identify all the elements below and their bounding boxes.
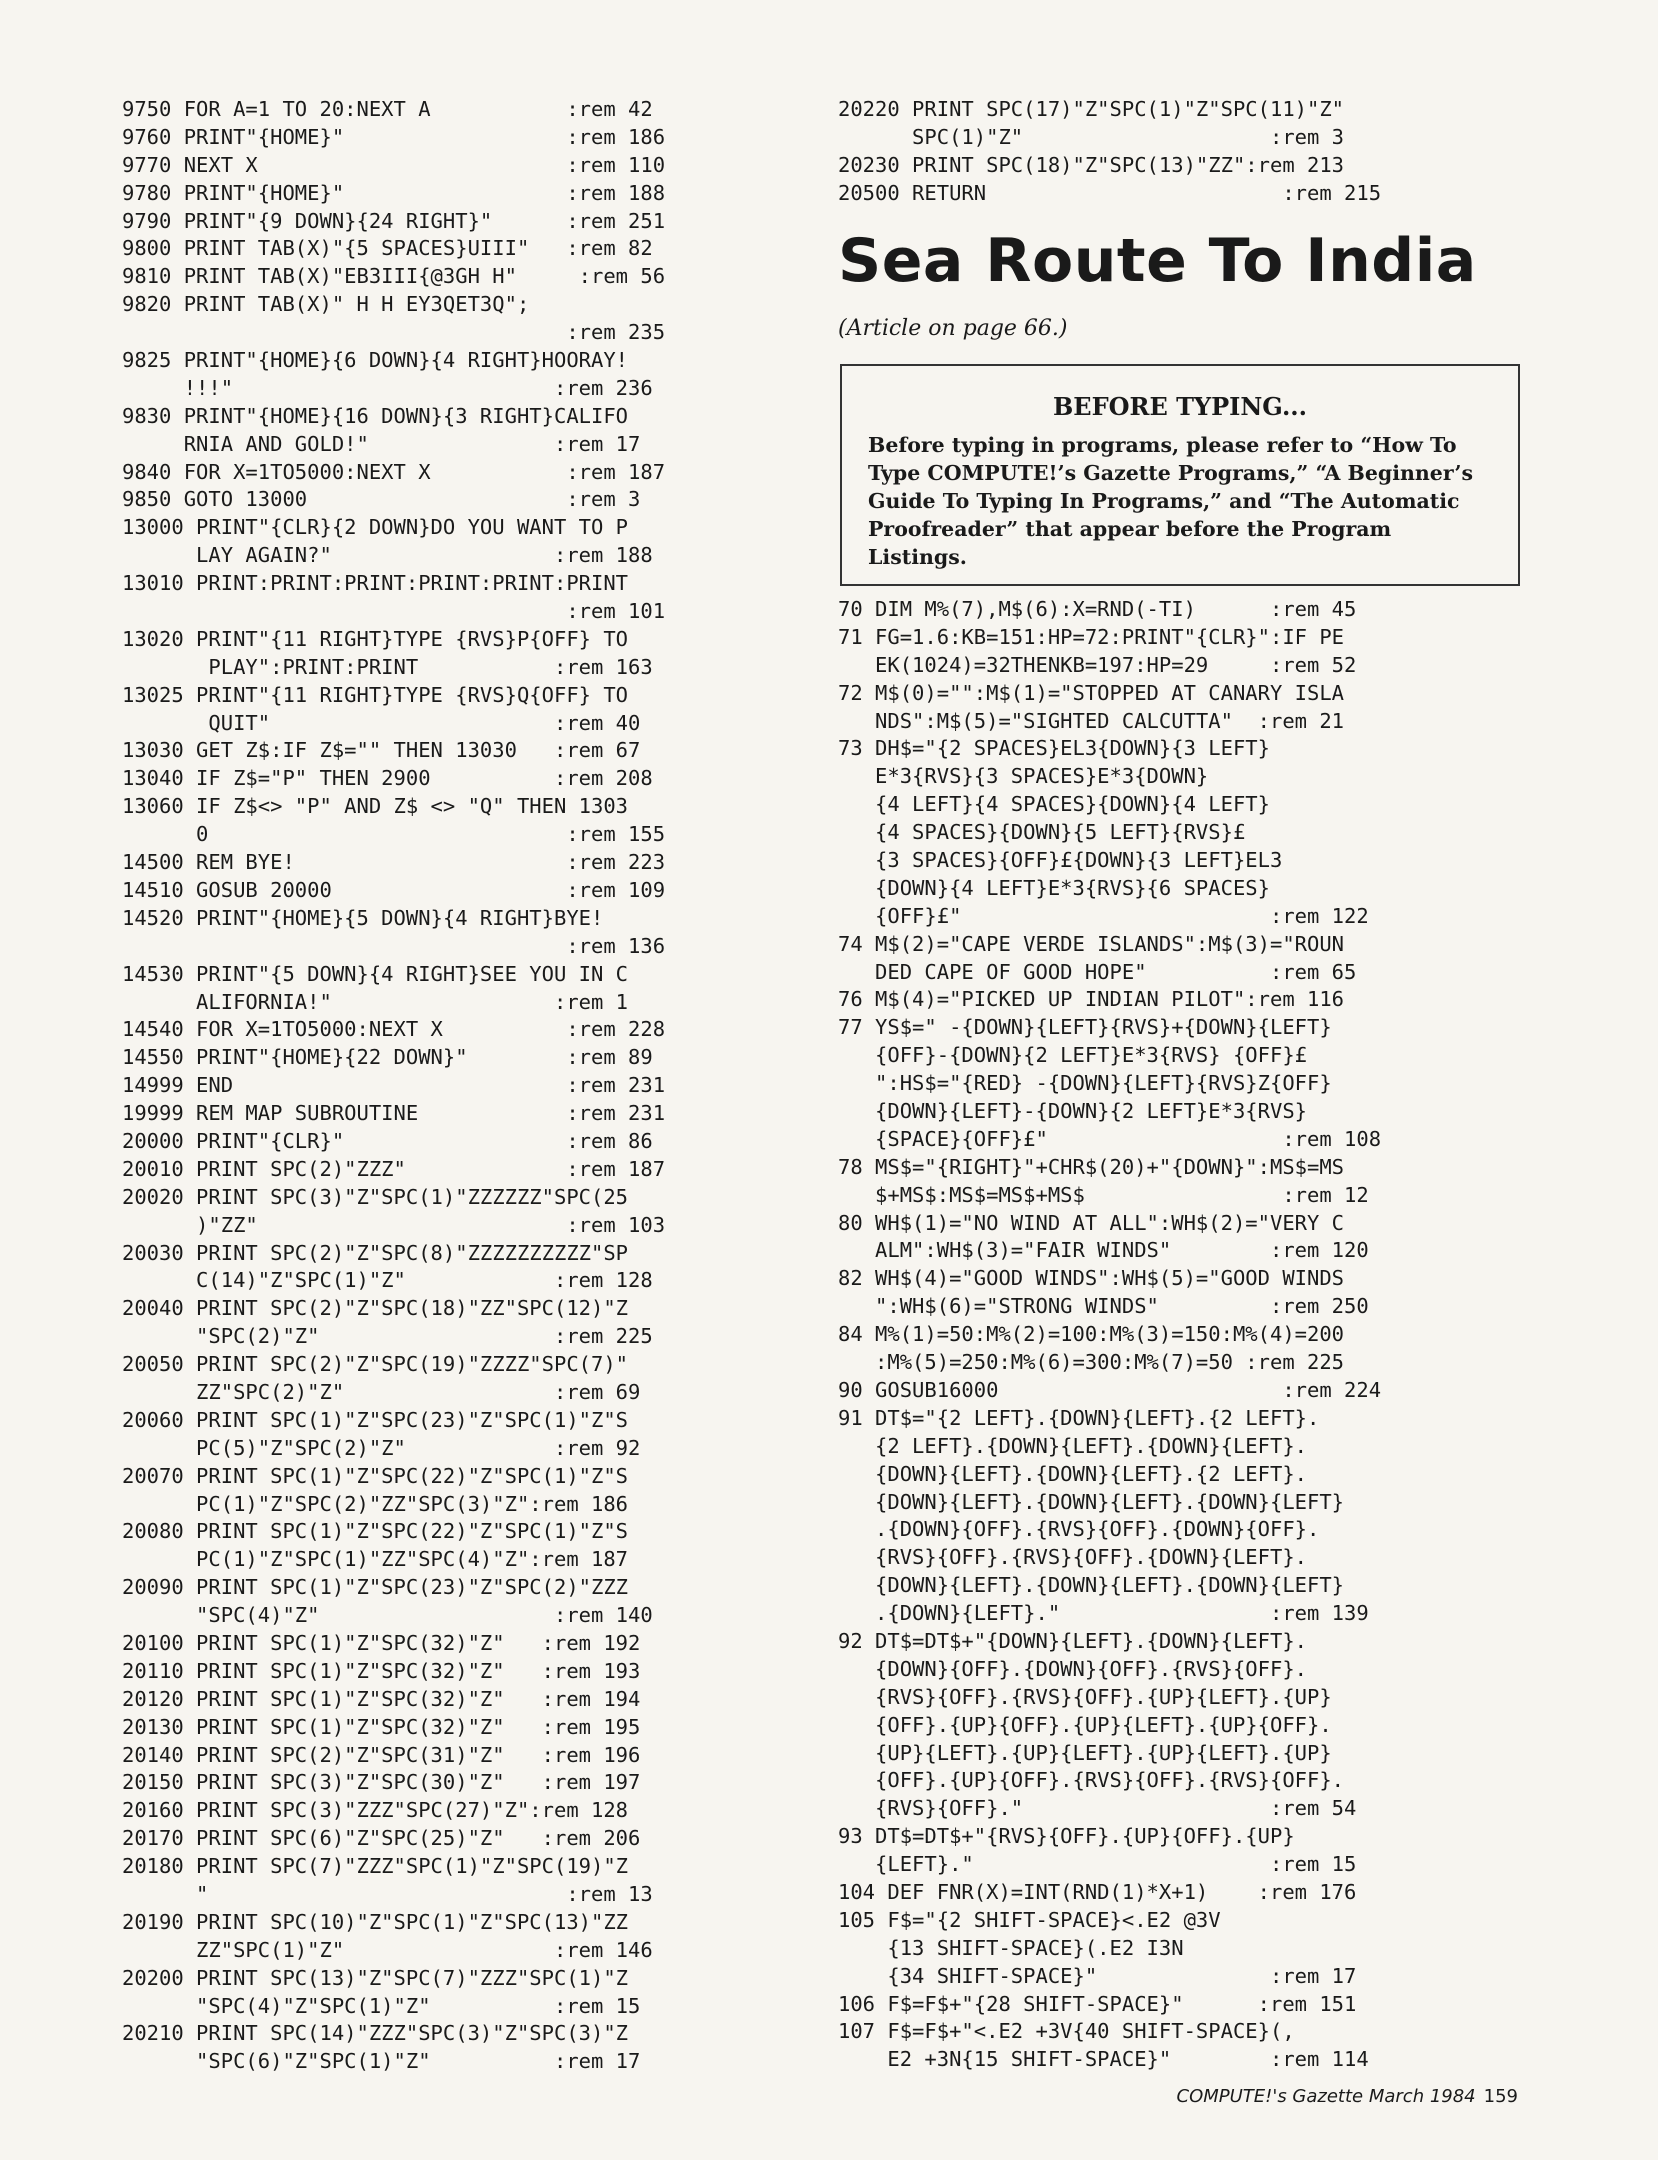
code-line: "SPC(4)"Z" :rem 140	[122, 1603, 653, 1628]
left-code-column	[122, 96, 812, 2076]
code-line: NDS":M$(5)="SIGHTED CALCUTTA" :rem 21	[838, 708, 1345, 733]
code-line: 20030 PRINT SPC(2)"Z"SPC(8)"ZZZZZZZZZZ"SP	[122, 1240, 629, 1265]
code-line: 14530 PRINT"{5 DOWN}{4 RIGHT}SEE YOU IN C	[122, 961, 629, 986]
code-line: 92 DT$=DT$+"{DOWN}{LEFT}.{DOWN}{LEFT}.	[838, 1628, 1307, 1653]
code-line: :M%(5)=250:M%(6)=300:M%(7)=50 :rem 225	[838, 1350, 1345, 1375]
code-line: 20010 PRINT SPC(2)"ZZZ" :rem 187	[122, 1156, 666, 1181]
code-line: 14999 END :rem 231	[122, 1073, 666, 1098]
code-line: " :rem 13	[122, 1882, 653, 1906]
code-line: 20040 PRINT SPC(2)"Z"SPC(18)"ZZ"SPC(12)"Z	[122, 1296, 629, 1321]
code-line: 20180 PRINT SPC(7)"ZZZ"SPC(1)"Z"SPC(19)"Z	[122, 1854, 629, 1879]
code-line: 20170 PRINT SPC(6)"Z"SPC(25)"Z" :rem 206	[122, 1826, 641, 1851]
code-line: 20100 PRINT SPC(1)"Z"SPC(32)"Z" :rem 192	[122, 1630, 641, 1655]
code-line: EK(1024)=32THENKB=197:HP=29 :rem 52	[838, 652, 1357, 677]
code-line: 105 F$="{2 SHIFT-SPACE}<.E2 @3V	[838, 1907, 1221, 1932]
code-line: PC(5)"Z"SPC(2)"Z" :rem 92	[122, 1435, 641, 1460]
code-line: {DOWN}{4 LEFT}E*3{RVS}{6 SPACES}	[838, 875, 1270, 900]
code-line: {DOWN}{LEFT}-{DOWN}{2 LEFT}E*3{RVS}	[838, 1099, 1307, 1124]
code-line: 20120 PRINT SPC(1)"Z"SPC(32)"Z" :rem 194	[122, 1686, 641, 1711]
code-line: 84 M%(1)=50:M%(2)=100:M%(3)=150:M%(4)=200	[838, 1322, 1345, 1347]
code-line: 91 DT$="{2 LEFT}.{DOWN}{LEFT}.{2 LEFT}.	[838, 1405, 1320, 1430]
code-line: PC(1)"Z"SPC(1)"ZZ"SPC(4)"Z":rem 187	[122, 1547, 629, 1572]
code-line: )"ZZ" :rem 103	[122, 1212, 666, 1237]
code-line: 72 M$(0)="":M$(1)="STOPPED AT CANARY ISLA	[838, 680, 1345, 705]
code-line: 20220 PRINT SPC(17)"Z"SPC(1)"Z"SPC(11)"Z"	[838, 97, 1345, 121]
code-line: 20150 PRINT SPC(3)"Z"SPC(30)"Z" :rem 197	[122, 1770, 641, 1795]
code-line: ":HS$="{RED} -{DOWN}{LEFT}{RVS}Z{OFF}	[838, 1071, 1332, 1096]
code-line: 73 DH$="{2 SPACES}EL3{DOWN}{3 LEFT}	[838, 736, 1270, 761]
code-line: 13010 PRINT:PRINT:PRINT:PRINT:PRINT:PRINT	[122, 571, 629, 596]
code-line: 20090 PRINT SPC(1)"Z"SPC(23)"Z"SPC(2)"ZZZ	[122, 1575, 629, 1600]
code-line: 107 F$=F$+"<.E2 +3V{40 SHIFT-SPACE}(,	[838, 2019, 1295, 2044]
code-line: {2 LEFT}.{DOWN}{LEFT}.{DOWN}{LEFT}.	[838, 1433, 1307, 1458]
code-line: 20210 PRINT SPC(14)"ZZZ"SPC(3)"Z"SPC(3)"Z	[122, 2021, 629, 2046]
code-line: "SPC(4)"Z"SPC(1)"Z" :rem 15	[122, 1993, 641, 2018]
code-line: :rem 136	[122, 933, 666, 958]
code-line: {RVS}{OFF}." :rem 54	[838, 1796, 1357, 1821]
code-line: .{DOWN}{OFF}.{RVS}{OFF}.{DOWN}{OFF}.	[838, 1517, 1320, 1542]
article-reference: (Article on page 66.)	[838, 316, 1068, 341]
code-line: 14500 REM BYE! :rem 223	[122, 850, 666, 875]
code-line: QUIT" :rem 40	[122, 710, 641, 735]
code-line: {OFF}.{UP}{OFF}.{RVS}{OFF}.{RVS}{OFF}.	[838, 1768, 1345, 1793]
code-line: 82 WH$(4)="GOOD WINDS":WH$(5)="GOOD WINDS	[838, 1266, 1345, 1291]
code-line: E2 +3N{15 SHIFT-SPACE}" :rem 114	[838, 2047, 1369, 2072]
code-line: 71 FG=1.6:KB=151:HP=72:PRINT"{CLR}":IF PE	[838, 624, 1345, 649]
code-line: 20230 PRINT SPC(18)"Z"SPC(13)"ZZ":rem 213	[838, 152, 1345, 177]
code-line: 74 M$(2)="CAPE VERDE ISLANDS":M$(3)="ROUN	[838, 931, 1345, 956]
before-typing-box	[840, 364, 1520, 586]
page-number: 159	[1483, 2086, 1518, 2107]
code-line: 20500 RETURN :rem 215	[838, 180, 1382, 205]
code-line: !!!" :rem 236	[122, 375, 653, 400]
code-line: 76 M$(4)="PICKED UP INDIAN PILOT":rem 116	[838, 987, 1345, 1012]
code-line: "SPC(6)"Z"SPC(1)"Z" :rem 17	[122, 2049, 641, 2074]
code-line: {DOWN}{LEFT}.{DOWN}{LEFT}.{2 LEFT}.	[838, 1461, 1307, 1486]
code-line: ":WH$(6)="STRONG WINDS" :rem 250	[838, 1294, 1369, 1319]
code-line: 9820 PRINT TAB(X)" H H EY3QET3Q";	[122, 292, 530, 317]
article-title: Sea Route To India	[838, 226, 1477, 296]
code-line: {DOWN}{OFF}.{DOWN}{OFF}.{RVS}{OFF}.	[838, 1656, 1307, 1681]
code-line: C(14)"Z"SPC(1)"Z" :rem 128	[122, 1268, 653, 1293]
code-line: 20110 PRINT SPC(1)"Z"SPC(32)"Z" :rem 193	[122, 1658, 641, 1683]
code-line: "SPC(2)"Z" :rem 225	[122, 1324, 653, 1349]
footer-magazine: COMPUTE!'s Gazette March 1984	[1176, 2086, 1476, 2107]
code-line: {3 SPACES}{OFF}£{DOWN}{3 LEFT}EL3	[838, 848, 1283, 873]
code-line: ALIFORNIA!" :rem 1	[122, 989, 629, 1014]
code-line: {DOWN}{LEFT}.{DOWN}{LEFT}.{DOWN}{LEFT}	[838, 1489, 1345, 1514]
code-line: E*3{RVS}{3 SPACES}E*3{DOWN}	[838, 764, 1209, 789]
code-line: 9780 PRINT"{HOME}" :rem 188	[122, 180, 666, 205]
code-line: {OFF}£" :rem 122	[838, 903, 1369, 928]
code-line: :rem 101	[122, 599, 666, 624]
code-line: 20160 PRINT SPC(3)"ZZZ"SPC(27)"Z":rem 128	[122, 1798, 629, 1823]
code-line: {13 SHIFT-SPACE}(.E2 I3N	[838, 1935, 1184, 1960]
code-line: 13040 IF Z$="P" THEN 2900 :rem 208	[122, 766, 653, 791]
code-line: 9760 PRINT"{HOME}" :rem 186	[122, 124, 666, 149]
code-line: 9810 PRINT TAB(X)"EB3III{@3GH H" :rem 56	[122, 264, 666, 289]
code-line: 90 GOSUB16000 :rem 224	[838, 1377, 1382, 1402]
code-line: {DOWN}{LEFT}.{DOWN}{LEFT}.{DOWN}{LEFT}	[838, 1573, 1345, 1598]
code-line: {4 LEFT}{4 SPACES}{DOWN}{4 LEFT}	[838, 792, 1270, 817]
code-line: 20130 PRINT SPC(1)"Z"SPC(32)"Z" :rem 195	[122, 1714, 641, 1739]
code-line: {34 SHIFT-SPACE}" :rem 17	[838, 1963, 1357, 1988]
code-line: ZZ"SPC(2)"Z" :rem 69	[122, 1379, 641, 1404]
code-line: 20080 PRINT SPC(1)"Z"SPC(22)"Z"SPC(1)"Z"S	[122, 1519, 629, 1544]
code-line: 9840 FOR X=1TO5000:NEXT X :rem 187	[122, 459, 666, 484]
code-line: 93 DT$=DT$+"{RVS}{OFF}.{UP}{OFF}.{UP}	[838, 1824, 1295, 1849]
code-line: 20060 PRINT SPC(1)"Z"SPC(23)"Z"SPC(1)"Z"S	[122, 1407, 629, 1432]
code-line: 106 F$=F$+"{28 SHIFT-SPACE}" :rem 151	[838, 1991, 1357, 2016]
code-line: {SPACE}{OFF}£" :rem 108	[838, 1126, 1382, 1151]
code-line: 13025 PRINT"{11 RIGHT}TYPE {RVS}Q{OFF} TO	[122, 682, 629, 707]
right-top-code	[838, 96, 1528, 208]
code-line: PC(1)"Z"SPC(2)"ZZ"SPC(3)"Z":rem 186	[122, 1491, 629, 1516]
code-line: 20070 PRINT SPC(1)"Z"SPC(22)"Z"SPC(1)"Z"S	[122, 1463, 629, 1488]
code-line: 14510 GOSUB 20000 :rem 109	[122, 877, 666, 902]
code-line: 9825 PRINT"{HOME}{6 DOWN}{4 RIGHT}HOORAY!	[122, 348, 629, 373]
page-footer	[1177, 2086, 1519, 2107]
code-line: {OFF}-{DOWN}{2 LEFT}E*3{RVS} {OFF}£	[838, 1043, 1307, 1068]
code-line: {UP}{LEFT}.{UP}{LEFT}.{UP}{LEFT}.{UP}	[838, 1740, 1332, 1765]
code-line: {RVS}{OFF}.{RVS}{OFF}.{DOWN}{LEFT}.	[838, 1545, 1307, 1570]
code-line: 20000 PRINT"{CLR}" :rem 86	[122, 1128, 653, 1153]
code-line: 14520 PRINT"{HOME}{5 DOWN}{4 RIGHT}BYE!	[122, 905, 604, 930]
code-line: 9750 FOR A=1 TO 20:NEXT A :rem 42	[122, 97, 653, 121]
code-line: $+MS$:MS$=MS$+MS$ :rem 12	[838, 1182, 1369, 1207]
code-line: ALM":WH$(3)="FAIR WINDS" :rem 120	[838, 1238, 1369, 1263]
code-line: SPC(1)"Z" :rem 3	[838, 124, 1345, 149]
code-line: 80 WH$(1)="NO WIND AT ALL":WH$(2)="VERY C	[838, 1210, 1345, 1235]
code-line: 13030 GET Z$:IF Z$="" THEN 13030 :rem 67	[122, 738, 641, 763]
code-line: 19999 REM MAP SUBROUTINE :rem 231	[122, 1101, 666, 1126]
code-line: 104 DEF FNR(X)=INT(RND(1)*X+1) :rem 176	[838, 1879, 1357, 1904]
code-line: {LEFT}." :rem 15	[838, 1852, 1357, 1877]
code-line: ZZ"SPC(1)"Z" :rem 146	[122, 1937, 653, 1962]
code-line: {4 SPACES}{DOWN}{5 LEFT}{RVS}£	[838, 820, 1246, 845]
code-line: 13000 PRINT"{CLR}{2 DOWN}DO YOU WANT TO P	[122, 515, 629, 540]
code-line: 9830 PRINT"{HOME}{16 DOWN}{3 RIGHT}CALIFO	[122, 403, 629, 428]
code-line: 9790 PRINT"{9 DOWN}{24 RIGHT}" :rem 251	[122, 208, 666, 233]
code-line: 20200 PRINT SPC(13)"Z"SPC(7)"ZZZ"SPC(1)"Z	[122, 1965, 629, 1990]
code-line: RNIA AND GOLD!" :rem 17	[122, 431, 641, 456]
code-line: 13060 IF Z$<> "P" AND Z$ <> "Q" THEN 1303	[122, 794, 629, 819]
code-line: PLAY":PRINT:PRINT :rem 163	[122, 654, 653, 679]
code-line: 9850 GOTO 13000 :rem 3	[122, 487, 641, 512]
code-line: .{DOWN}{LEFT}." :rem 139	[838, 1601, 1369, 1626]
code-line: 20190 PRINT SPC(10)"Z"SPC(1)"Z"SPC(13)"ZZ	[122, 1909, 629, 1934]
code-line: 14540 FOR X=1TO5000:NEXT X :rem 228	[122, 1017, 666, 1042]
box-text: Before typing in programs, please refer to “How To Type COMPUTE!’s Gazette Programs,” “A Beginner’s Guide To Typing In Programs,” and “The Automatic Proofreader” that appear before the Program Listings.	[868, 433, 1474, 569]
code-line: DED CAPE OF GOOD HOPE" :rem 65	[838, 959, 1357, 984]
code-line: 20050 PRINT SPC(2)"Z"SPC(19)"ZZZZ"SPC(7)"	[122, 1352, 629, 1377]
box-heading: BEFORE TYPING...	[1052, 392, 1308, 421]
code-line: {OFF}.{UP}{OFF}.{UP}{LEFT}.{UP}{OFF}.	[838, 1712, 1332, 1737]
code-line: LAY AGAIN?" :rem 188	[122, 543, 653, 568]
code-line: :rem 235	[122, 320, 666, 345]
code-line: 20140 PRINT SPC(2)"Z"SPC(31)"Z" :rem 196	[122, 1742, 641, 1767]
code-line: 70 DIM M%(7),M$(6):X=RND(-TI) :rem 45	[838, 597, 1357, 621]
code-line: 9800 PRINT TAB(X)"{5 SPACES}UIII" :rem 82	[122, 236, 653, 261]
right-code-column	[838, 596, 1528, 2074]
code-line: {RVS}{OFF}.{RVS}{OFF}.{UP}{LEFT}.{UP}	[838, 1684, 1332, 1709]
code-line: 14550 PRINT"{HOME}{22 DOWN}" :rem 89	[122, 1045, 653, 1070]
code-line: 77 YS$=" -{DOWN}{LEFT}{RVS}+{DOWN}{LEFT}	[838, 1015, 1332, 1040]
code-line: 13020 PRINT"{11 RIGHT}TYPE {RVS}P{OFF} TO	[122, 626, 629, 651]
code-line: 78 MS$="{RIGHT}"+CHR$(20)+"{DOWN}":MS$=MS	[838, 1154, 1345, 1179]
code-line: 20020 PRINT SPC(3)"Z"SPC(1)"ZZZZZZ"SPC(25	[122, 1184, 629, 1209]
code-line: 9770 NEXT X :rem 110	[122, 152, 666, 177]
code-line: 0 :rem 155	[122, 822, 666, 847]
